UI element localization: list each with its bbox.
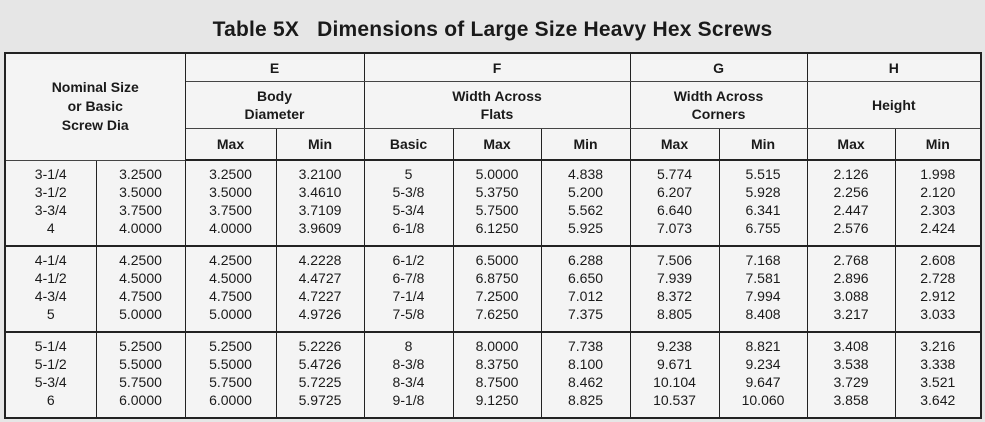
g-max-cell — [630, 332, 719, 418]
h-min-cell — [895, 332, 981, 418]
e-min-value: 3.4610 — [298, 184, 342, 200]
nominal-fraction-cell — [5, 332, 96, 418]
g-max-value: 10.104 — [653, 374, 696, 390]
f-min-value: 6.288 — [567, 252, 604, 268]
column-letter-e: E — [185, 53, 364, 82]
f-min-header: Min — [541, 129, 630, 161]
h-min-header: Min — [895, 129, 981, 161]
g-min-value: 9.234 — [745, 356, 781, 372]
h-min-value: 3.521 — [920, 374, 956, 390]
nominal-fraction-value: 4-3/4 — [34, 288, 67, 304]
nominal-size-header — [5, 53, 185, 160]
basic-dia-cell — [96, 160, 185, 246]
g-min-value: 10.060 — [741, 392, 785, 408]
h-min-value: 2.424 — [920, 220, 956, 236]
h-min-value: 3.642 — [920, 392, 956, 408]
basic-dia-value: 4.5000 — [119, 270, 162, 286]
e-max-value: 5.5000 — [209, 356, 252, 372]
g-min-value: 5.515 — [745, 166, 781, 182]
basic-dia-value: 6.0000 — [119, 392, 162, 408]
h-min-value: 3.338 — [920, 356, 956, 372]
g-min-cell — [719, 160, 807, 246]
basic-dia-value: 4.2500 — [119, 252, 162, 268]
e-max-value: 4.2500 — [209, 252, 252, 268]
g-min-value: 7.994 — [745, 288, 781, 304]
nominal-fraction-value: 4-1/4 — [34, 252, 67, 268]
f-min-value: 8.825 — [567, 392, 604, 408]
g-min-value: 6.755 — [745, 220, 781, 236]
e-max-value: 3.7500 — [209, 202, 252, 218]
f-basic-value: 5-3/4 — [392, 202, 425, 218]
g-min-value: 8.408 — [745, 306, 781, 322]
g-min-cell — [719, 332, 807, 418]
h-min-value: 3.033 — [920, 306, 956, 322]
basic-dia-cell — [96, 332, 185, 418]
f-basic-value: 7-5/8 — [392, 306, 425, 322]
h-min-value: 1.998 — [920, 166, 956, 182]
f-basic-value: 8-3/8 — [392, 356, 425, 372]
f-min-cell — [541, 160, 630, 246]
g-min-header: Min — [719, 129, 807, 161]
nominal-fraction-value: 3-1/2 — [34, 183, 67, 200]
f-max-value: 6.8750 — [475, 270, 519, 286]
f-min-value: 7.375 — [567, 306, 604, 322]
g-min-value: 7.168 — [745, 252, 781, 268]
corners-header-line-1: Width Across — [673, 88, 764, 104]
h-max-value: 2.576 — [833, 220, 869, 236]
e-max-header: Max — [185, 129, 276, 161]
f-min-value: 7.012 — [567, 288, 604, 304]
h-max-value: 3.217 — [833, 306, 869, 322]
e-min-value: 5.2226 — [298, 338, 342, 354]
h-min-value: 2.608 — [920, 252, 956, 268]
row-group — [5, 246, 981, 332]
e-min-value: 4.7227 — [298, 288, 342, 304]
nominal-fraction-value: 3-1/4 — [34, 165, 67, 182]
flats-header-line-1: Width Across — [452, 88, 542, 104]
dimensions-table — [4, 52, 982, 419]
f-basic-cell — [364, 332, 453, 418]
g-min-cell — [719, 246, 807, 332]
basic-dia-value: 3.7500 — [119, 201, 162, 218]
basic-dia-value: 5.5000 — [119, 356, 162, 372]
basic-dia-value: 3.5000 — [119, 183, 162, 200]
h-max-value: 3.408 — [833, 338, 869, 354]
g-max-value: 6.207 — [656, 184, 693, 200]
f-min-value: 4.838 — [567, 166, 604, 182]
g-max-value: 9.238 — [656, 338, 693, 354]
h-max-value: 3.729 — [833, 374, 869, 390]
e-min-cell — [276, 160, 364, 246]
g-max-value: 5.774 — [656, 166, 693, 182]
f-max-value: 5.3750 — [475, 184, 519, 200]
f-max-value: 6.5000 — [475, 252, 519, 268]
f-min-value: 5.200 — [567, 184, 604, 200]
g-max-header: Max — [630, 129, 719, 161]
e-min-value: 5.7225 — [298, 374, 342, 390]
nominal-fraction-value: 5-1/2 — [34, 356, 67, 372]
f-basic-value: 9-1/8 — [392, 392, 425, 408]
basic-dia-cell — [96, 246, 185, 332]
g-max-value: 9.671 — [656, 356, 693, 372]
e-max-cell — [185, 160, 276, 246]
flats-header-line-2: Flats — [480, 106, 514, 122]
g-max-value: 6.640 — [656, 202, 693, 218]
g-max-value: 8.805 — [656, 306, 693, 322]
f-min-value: 5.925 — [567, 220, 604, 236]
h-max-value: 2.768 — [833, 252, 869, 268]
g-max-value: 7.073 — [656, 220, 693, 236]
height-header-line-1: Height — [872, 97, 916, 113]
f-max-value: 7.2500 — [475, 288, 519, 304]
basic-dia-value: 4.7500 — [119, 288, 162, 304]
g-max-value: 10.537 — [653, 392, 696, 408]
f-max-cell — [453, 160, 541, 246]
column-letter-f: F — [364, 53, 630, 82]
h-max-cell — [807, 160, 895, 246]
e-min-value: 5.9725 — [298, 392, 342, 408]
h-max-value: 2.447 — [833, 202, 869, 218]
f-max-value: 9.1250 — [475, 392, 519, 408]
f-max-value: 5.7500 — [475, 202, 519, 218]
h-min-value: 2.912 — [920, 288, 956, 304]
h-max-value: 3.538 — [833, 356, 869, 372]
body-diameter-header — [185, 82, 364, 129]
e-max-value: 5.0000 — [209, 306, 252, 322]
f-basic-value: 8 — [404, 338, 413, 354]
e-min-value: 3.2100 — [298, 166, 342, 182]
nominal-fraction-cell — [5, 160, 96, 246]
basic-dia-value: 5.2500 — [119, 338, 162, 354]
f-max-value: 8.3750 — [475, 356, 519, 372]
f-basic-value: 5-3/8 — [392, 184, 425, 200]
nominal-fraction-value: 5 — [46, 306, 55, 322]
h-min-value: 2.120 — [920, 184, 956, 200]
g-min-value: 8.821 — [745, 338, 781, 354]
e-max-value: 3.2500 — [209, 166, 252, 182]
h-min-value: 3.216 — [920, 338, 956, 354]
basic-dia-value: 5.7500 — [119, 374, 162, 390]
h-min-value: 2.728 — [920, 270, 956, 286]
f-max-value: 8.7500 — [475, 374, 519, 390]
f-basic-value: 7-1/4 — [392, 288, 425, 304]
width-across-corners-header — [630, 82, 807, 129]
f-max-value: 8.0000 — [475, 338, 519, 354]
nominal-header-line-2: or Basic — [67, 98, 123, 115]
e-min-value: 3.7109 — [298, 202, 342, 218]
f-min-value: 8.462 — [567, 374, 604, 390]
f-max-value: 5.0000 — [475, 166, 519, 182]
f-basic-value: 6-7/8 — [392, 270, 425, 286]
e-min-value: 4.4727 — [298, 270, 342, 286]
row-group — [5, 160, 981, 246]
column-letter-h: H — [807, 53, 981, 82]
body-header-line-1: Body — [257, 88, 293, 104]
e-min-value: 4.9726 — [298, 306, 342, 322]
table-body — [5, 160, 981, 418]
g-min-value: 5.928 — [745, 184, 781, 200]
e-max-value: 4.0000 — [209, 220, 252, 236]
f-min-cell — [541, 246, 630, 332]
e-max-value: 5.7500 — [209, 374, 252, 390]
nominal-fraction-value: 5-3/4 — [34, 374, 67, 390]
e-max-cell — [185, 246, 276, 332]
f-min-value: 7.738 — [567, 338, 604, 354]
basic-dia-value: 3.2500 — [119, 165, 162, 182]
g-min-value: 7.581 — [745, 270, 781, 286]
nominal-fraction-value: 5-1/4 — [34, 338, 67, 354]
f-basic-cell — [364, 160, 453, 246]
table-title: Table 5X Dimensions of Large Size Heavy Hex Screws — [212, 18, 773, 41]
h-max-cell — [807, 332, 895, 418]
nominal-header-line-3: Screw Dia — [61, 117, 129, 134]
body-header-line-2: Diameter — [244, 106, 305, 122]
f-min-cell — [541, 332, 630, 418]
g-max-cell — [630, 160, 719, 246]
h-max-value: 2.256 — [833, 184, 869, 200]
f-max-cell — [453, 332, 541, 418]
basic-dia-value: 4.0000 — [119, 219, 162, 236]
f-basic-value: 6-1/2 — [392, 252, 425, 268]
e-max-cell — [185, 332, 276, 418]
g-max-value: 7.506 — [656, 252, 693, 268]
f-max-header: Max — [453, 129, 541, 161]
h-min-value: 2.303 — [920, 202, 956, 218]
width-across-flats-header — [364, 82, 630, 129]
g-min-value: 9.647 — [745, 374, 781, 390]
e-min-cell — [276, 332, 364, 418]
nominal-fraction-value: 4-1/2 — [34, 270, 67, 286]
e-min-header: Min — [276, 129, 364, 161]
nominal-header-line-1: Nominal Size — [51, 79, 139, 96]
e-max-value: 4.7500 — [209, 288, 252, 304]
f-min-value: 5.562 — [567, 202, 604, 218]
nominal-fraction-value: 3-3/4 — [34, 201, 67, 218]
h-max-header: Max — [807, 129, 895, 161]
corners-header-line-2: Corners — [691, 106, 746, 122]
e-max-value: 3.5000 — [209, 184, 252, 200]
f-basic-value: 5 — [404, 166, 413, 182]
e-max-value: 5.2500 — [209, 338, 252, 354]
h-max-value: 3.088 — [833, 288, 869, 304]
f-basic-header: Basic — [364, 129, 453, 161]
g-max-value: 7.939 — [656, 270, 693, 286]
h-max-cell — [807, 246, 895, 332]
g-max-cell — [630, 246, 719, 332]
e-min-cell — [276, 246, 364, 332]
h-max-value: 3.858 — [833, 392, 869, 408]
f-min-value: 8.100 — [567, 356, 604, 372]
height-header — [807, 82, 981, 129]
f-basic-cell — [364, 246, 453, 332]
f-max-cell — [453, 246, 541, 332]
e-max-value: 4.5000 — [209, 270, 252, 286]
f-min-value: 6.650 — [567, 270, 604, 286]
h-max-value: 2.896 — [833, 270, 869, 286]
e-min-value: 4.2228 — [298, 252, 342, 268]
e-min-value: 5.4726 — [298, 356, 342, 372]
e-max-value: 6.0000 — [209, 392, 252, 408]
f-max-value: 7.6250 — [475, 306, 519, 322]
nominal-fraction-cell — [5, 246, 96, 332]
column-letter-g: G — [630, 53, 807, 82]
h-min-cell — [895, 160, 981, 246]
row-group — [5, 332, 981, 418]
basic-dia-value: 5.0000 — [119, 306, 162, 322]
nominal-fraction-value: 4 — [46, 219, 55, 236]
h-min-cell — [895, 246, 981, 332]
f-basic-value: 6-1/8 — [392, 220, 425, 236]
g-min-value: 6.341 — [745, 202, 781, 218]
nominal-fraction-value: 6 — [46, 392, 55, 408]
f-basic-value: 8-3/4 — [392, 374, 425, 390]
e-min-value: 3.9609 — [298, 220, 342, 236]
f-max-value: 6.1250 — [475, 220, 519, 236]
g-max-value: 8.372 — [656, 288, 693, 304]
h-max-value: 2.126 — [833, 166, 869, 182]
